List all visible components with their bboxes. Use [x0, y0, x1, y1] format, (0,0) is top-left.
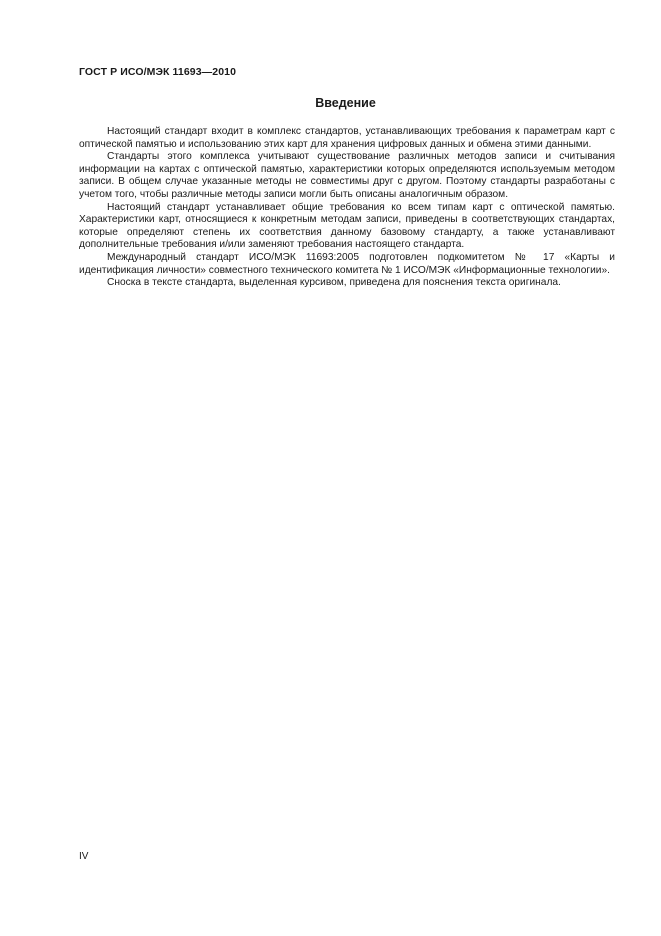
standard-header: ГОСТ Р ИСО/МЭК 11693—2010: [79, 66, 237, 78]
paragraph: Настоящий стандарт входит в комплекс стандартов, устанавливающих требования к параметрам карт с оптической памятью и использованию этих карт для хранения цифровых данных и обмена этими данными.: [79, 126, 615, 150]
page-number: IV: [79, 851, 89, 862]
body-text: [79, 126, 615, 290]
paragraph: Сноска в тексте стандарта, выделенная курсивом, приведена для пояснения текста оригинала.: [107, 277, 561, 289]
paragraph: Настоящий стандарт устанавливает общие требования ко всем типам карт с оптической памятью. Характеристики карт, относящиеся к конкретным методам записи, приведены в соответствующих стандартах, которые определяют степень их соответствия данному базовому стандарту, а также устанавливают дополнительные требования и/или заменяют требования настоящего стандарта.: [79, 201, 615, 251]
section-title: Введение: [315, 96, 376, 110]
paragraph: Международный стандарт ИСО/МЭК 11693:2005 подготовлен подкомитетом № 17 «Карты и идентификация личности» совместного технического комитета № 1 ИСО/МЭК «Информационные технологии».: [79, 251, 615, 276]
paragraph: Стандарты этого комплекса учитывают существование различных методов записи и считывания информации на картах с оптической памятью, характеристики которых определяются используемым методом записи. В общем случае указанные методы не совместимы друг с другом. Поэтому стандарты разработаны с учетом того, чтобы различные методы записи могли быть описаны аналогичным образом.: [79, 151, 615, 200]
